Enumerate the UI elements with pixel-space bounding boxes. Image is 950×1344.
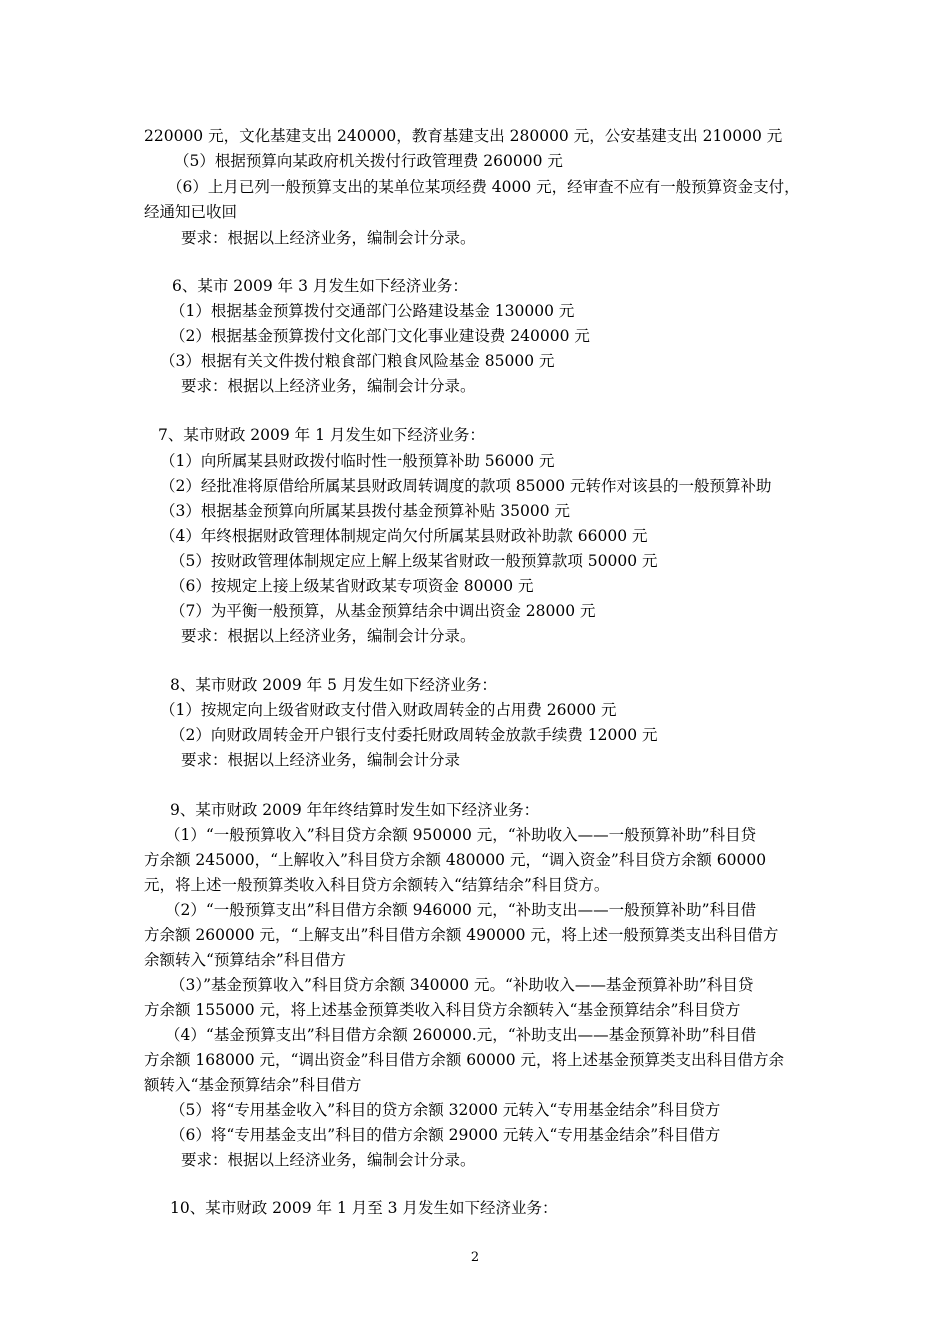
text-line: （2）经批准将原借给所属某县财政周转调度的款项 85000 元转作对该县的一般预算补助 — [160, 477, 772, 495]
text-line: （5）按财政管理体制规定应上解上级某省财政一般预算款项 50000 元 — [170, 552, 658, 570]
text-line: （1）向所属某县财政拨付临时性一般预算补助 56000 元 — [160, 452, 555, 470]
text-line: （3）根据有关文件拨付粮食部门粮食风险基金 85000 元 — [160, 352, 555, 370]
text-line: （5）根据预算向某政府机关拨付行政管理费 260000 元 — [174, 152, 563, 170]
text-line: （7）为平衡一般预算，从基金预算结余中调出资金 28000 元 — [170, 602, 596, 620]
text-line: 要求：根据以上经济业务，编制会计分录。 — [181, 1151, 476, 1169]
text-line: （3）”基金预算收入”科目贷方余额 340000 元。“补助收入——基金预算补助”科目贷 — [170, 976, 754, 994]
text-line: 经通知已收回 — [144, 203, 238, 221]
text-line: 方余额 245000，“上解收入”科目贷方余额 480000 元，“调入资金”科目贷方余额 60000 — [144, 851, 767, 869]
text-line: 220000 元，文化基建支出 240000，教育基建支出 280000 元，公安基建支出 210000 元 — [144, 127, 783, 145]
text-line: （2）根据基金预算拨付文化部门文化事业建设费 240000 元 — [170, 327, 590, 345]
text-line: （6）将“专用基金支出”科目的借方余额 29000 元转入“专用基金结余”科目借方 — [170, 1126, 721, 1144]
text-line: 要求：根据以上经济业务，编制会计分录。 — [181, 377, 476, 395]
text-line: （4）“基金预算支出”科目借方余额 260000.元，“补助支出——基金预算补助”科目借 — [165, 1026, 757, 1044]
text-line: 元，将上述一般预算类收入科目贷方余额转入“结算结余”科目贷方。 — [144, 876, 610, 894]
text-line: 要求：根据以上经济业务，编制会计分录。 — [181, 229, 476, 247]
text-line: 方余额 168000 元，“调出资金”科目借方余额 60000 元，将上述基金预算类支出科目借方余 — [144, 1051, 785, 1069]
text-line: 要求：根据以上经济业务，编制会计分录 — [181, 751, 461, 769]
text-line: （6）按规定上接上级某省财政某专项资金 80000 元 — [170, 577, 534, 595]
text-line: 余额转入“预算结余”科目借方 — [144, 951, 346, 969]
section-heading: 7、某市财政 2009 年 1 月发生如下经济业务： — [158, 426, 485, 444]
text-line: （1）按规定向上级省财政支付借入财政周转金的占用费 26000 元 — [160, 701, 617, 719]
text-line: 额转入“基金预算结余”科目借方 — [144, 1076, 362, 1094]
text-line: （6）上月已列一般预算支出的某单位某项经费 4000 元，经审查不应有一般预算资金支付， — [167, 178, 800, 196]
text-line: （2）“一般预算支出”科目借方余额 946000 元，“补助支出——一般预算补助”科目借 — [165, 901, 757, 919]
section-heading: 6、某市 2009 年 3 月发生如下经济业务： — [172, 277, 468, 295]
page-number: 2 — [470, 1250, 480, 1265]
text-line: （2）向财政周转金开户银行支付委托财政周转金放款手续费 12000 元 — [170, 726, 658, 744]
section-heading: 8、某市财政 2009 年 5 月发生如下经济业务： — [170, 676, 497, 694]
text-line: （3）根据基金预算向所属某县拨付基金预算补贴 35000 元 — [160, 502, 571, 520]
section-heading: 9、某市财政 2009 年年终结算时发生如下经济业务： — [170, 801, 540, 819]
text-line: （4）年终根据财政管理体制规定尚欠付所属某县财政补助款 66000 元 — [160, 527, 648, 545]
text-line: （1）“一般预算收入”科目贷方余额 950000 元，“补助收入——一般预算补助”科目贷 — [165, 826, 757, 844]
text-line: 要求：根据以上经济业务，编制会计分录。 — [181, 627, 476, 645]
text-line: 方余额 155000 元，将上述基金预算类收入科目贷方余额转入“基金预算结余”科目贷方 — [144, 1001, 741, 1019]
section-heading: 10、某市财政 2009 年 1 月至 3 月发生如下经济业务： — [170, 1199, 558, 1217]
text-line: （5）将“专用基金收入”科目的贷方余额 32000 元转入“专用基金结余”科目贷方 — [170, 1101, 721, 1119]
text-line: 方余额 260000 元，“上解支出”科目借方余额 490000 元，将上述一般预算类支出科目借方 — [144, 926, 779, 944]
text-line: （1）根据基金预算拨付交通部门公路建设基金 130000 元 — [170, 302, 575, 320]
